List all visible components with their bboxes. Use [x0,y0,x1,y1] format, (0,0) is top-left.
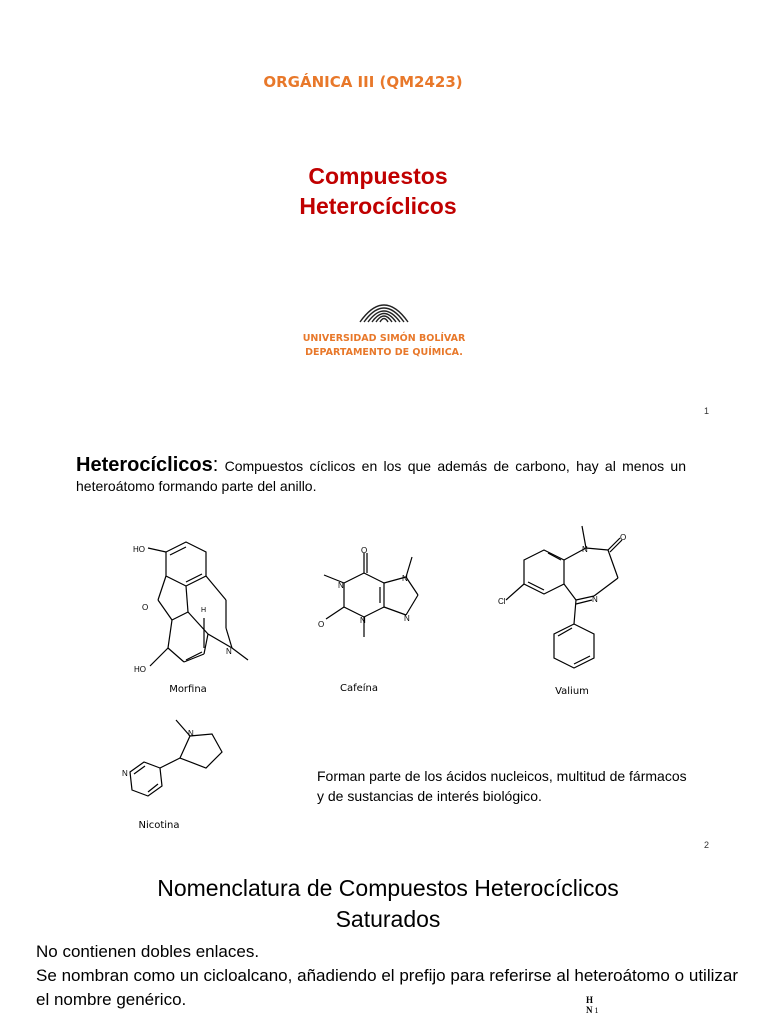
nomenclature-body [36,940,738,1012]
heading-line-2: Saturados [335,906,441,932]
morfina-h: H [201,607,207,614]
valium-label: Valium [555,686,589,697]
cafeina-n1: N [338,581,344,590]
valium-n1: N [582,545,588,554]
valium-cl: Cl [498,597,506,606]
valium-n4: N [592,595,598,604]
cafeina-label: Cafeína [339,683,379,694]
nicotina-label: Nicotina [138,820,180,831]
body-line-1: No contienen dobles enlaces. [36,942,260,961]
cafeina-structure [312,543,432,653]
cafeina-n9: N [404,614,410,623]
ring-atom-h: H [586,995,594,1005]
slide-title [0,161,756,221]
biological-note: Forman parte de los ácidos nucleicos, multitud de fármacos y de sustancias de interés biológico. [317,768,687,804]
university-name: UNIVERSIDAD SIMÓN BOLÍVAR [302,333,466,344]
valium-structure [494,520,644,680]
ring-atom-label [586,995,599,1016]
cafeina-n7: N [402,574,408,583]
morfina-ho-top: HO [133,545,145,554]
valium-o: O [620,533,627,542]
course-code: ORGÁNICA III (QM2423) [263,73,463,91]
cafeina-o-left: O [318,620,325,629]
morfina-o: O [142,603,149,612]
nicotina-structure [118,712,248,812]
nicotina-n-pyrrolidine: N [188,729,194,738]
nomenclature-heading [0,873,768,935]
department-name: DEPARTAMENTO DE QUÍMICA. [305,347,463,358]
definition-colon: : [212,454,219,476]
morfina-n: N [226,647,232,656]
cafeina-o-top: O [361,546,368,555]
morfina-structure [128,538,258,678]
definition-paragraph [76,455,686,496]
title-line-1: Compuestos [308,163,448,189]
body-line-2: Se nombran como un cicloalcano, añadiendo el prefijo para referirse al heteroátomo o utilizar el nombre genérico. [36,966,738,1009]
morfina-label: Morfina [169,684,207,695]
university-logo-icon [356,294,412,324]
title-line-2: Heterocíclicos [299,193,457,219]
cafeina-n3: N [360,616,366,625]
page-number-2: 2 [704,840,710,850]
heading-line-1: Nomenclatura de Compuestos Heterocíclicos [157,875,619,901]
morfina-ho-bottom: HO [134,665,146,674]
page-number-1: 1 [704,406,710,416]
nicotina-n-pyridine: N [122,769,128,778]
definition-term: Heterocíclicos [76,454,213,476]
definition-text: Compuestos cíclicos en los que además de carbono, hay al menos un heteroátomo formando parte del anillo. [76,458,687,494]
ring-atom-n: N 1 [586,1005,599,1015]
